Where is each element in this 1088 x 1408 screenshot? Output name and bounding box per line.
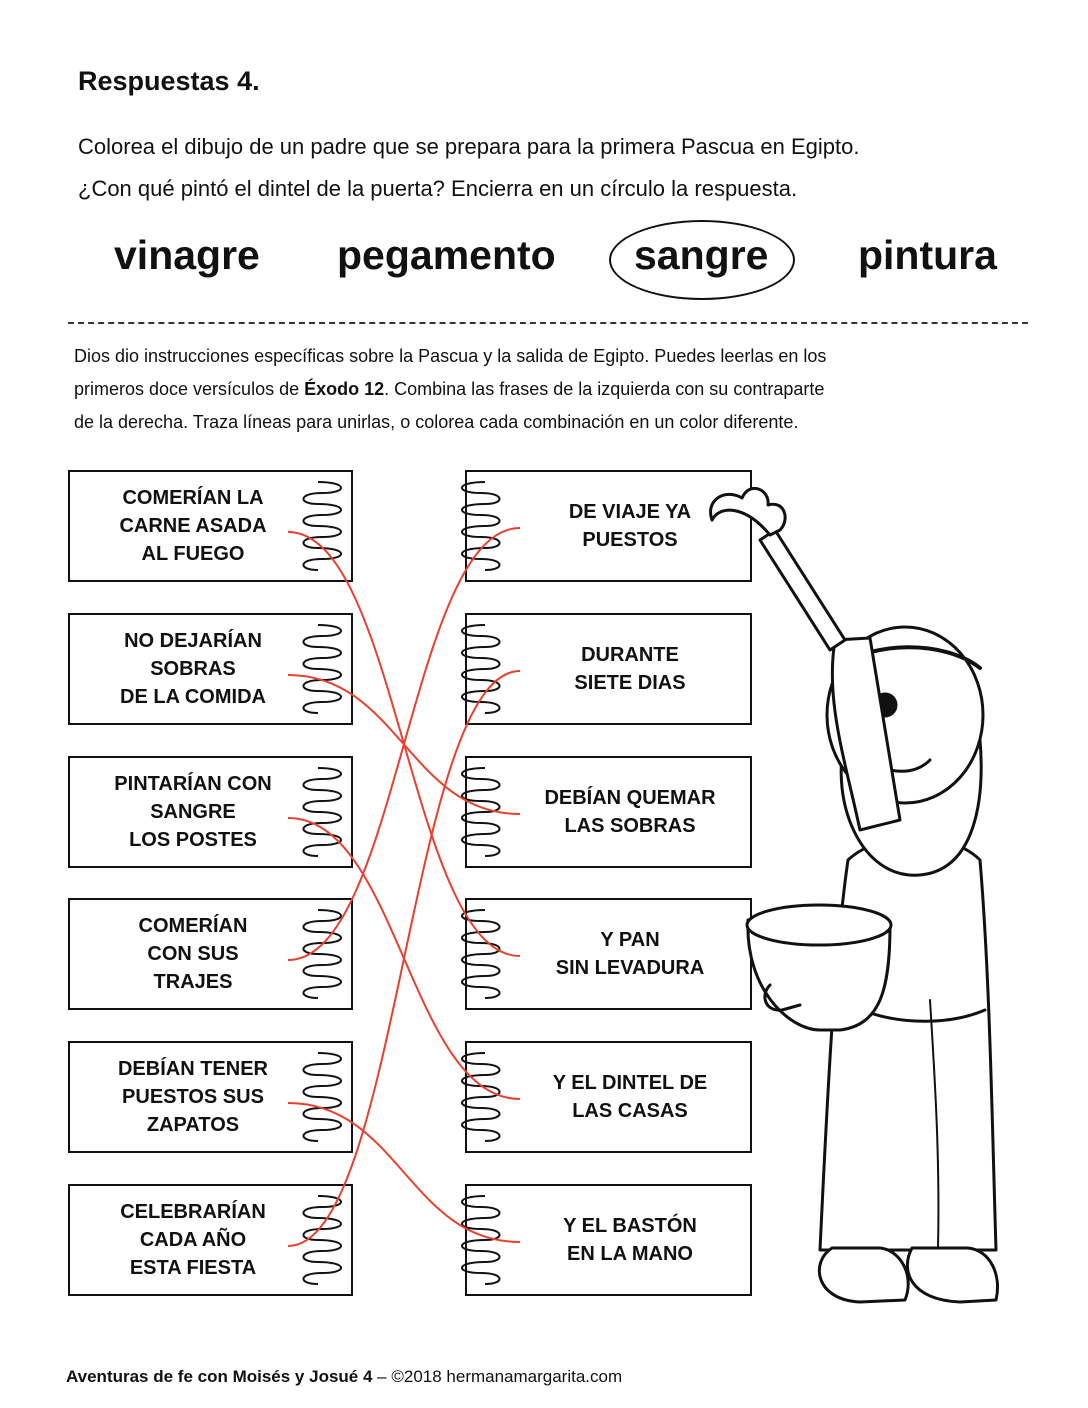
right-phrase-box[interactable] xyxy=(465,613,752,725)
left-phrase-box[interactable] xyxy=(68,613,353,725)
scripture-reference: Éxodo 12 xyxy=(304,379,385,399)
answer-choice-pegamento[interactable]: pegamento xyxy=(337,232,556,278)
answer-choice-vinagre[interactable]: vinagre xyxy=(114,232,260,278)
footer-copyright: – ©2018 hermanamargarita.com xyxy=(372,1367,623,1386)
right-phrase-box[interactable] xyxy=(465,1184,752,1296)
father-painting-illustration xyxy=(711,488,998,1302)
answer-choice-pintura[interactable]: pintura xyxy=(858,232,997,278)
left-phrase-text: PINTARÍAN CON SANGRE LOS POSTES xyxy=(114,773,272,851)
page-title: Respuestas 4. xyxy=(78,66,260,96)
left-phrase-text: COMERÍAN CON SUS TRAJES xyxy=(138,915,248,993)
beard xyxy=(841,740,981,875)
hand xyxy=(765,985,800,1010)
right-phrase-text: DEBÍAN QUEMAR LAS SOBRAS xyxy=(544,787,716,837)
coloring-instruction: Colorea el dibujo de un padre que se prepara para la primera Pascua en Egipto. xyxy=(78,134,860,159)
matching-instructions-line-2 xyxy=(74,379,824,400)
right-sandal xyxy=(907,1248,997,1302)
matching-instructions-line-3: de la derecha. Traza líneas para unirlas, o colorea cada combinación en un color diferente. xyxy=(74,412,799,432)
left-phrase-box[interactable] xyxy=(68,898,353,1010)
left-sandal xyxy=(819,1248,908,1302)
right-phrase-text: Y EL BASTÓN EN LA MANO xyxy=(563,1215,697,1265)
bowl xyxy=(748,920,890,1030)
footer-credit xyxy=(66,1367,622,1387)
left-phrase-text: DEBÍAN TENER PUESTOS SUS ZAPATOS xyxy=(117,1058,268,1136)
robe-shape xyxy=(820,838,996,1251)
question-instruction: ¿Con qué pintó el dintel de la puerta? Encierra en un círculo la respuesta. xyxy=(78,176,798,201)
footer-book-title: Aventuras de fe con Moisés y Josué 4 xyxy=(66,1367,373,1386)
matching-instructions-text: primeros doce versículos de xyxy=(74,379,305,399)
left-phrase-box[interactable] xyxy=(68,1041,353,1153)
right-phrase-text: Y EL DINTEL DE LAS CASAS xyxy=(552,1072,708,1122)
right-phrase-box[interactable] xyxy=(465,1041,752,1153)
right-phrase-text: Y PAN SIN LEVADURA xyxy=(555,929,705,979)
bowl-rim xyxy=(747,905,891,945)
raised-arm xyxy=(832,638,900,830)
left-phrase-text: COMERÍAN LA CARNE ASADA AL FUEGO xyxy=(119,487,267,565)
right-phrase-text: DURANTE SIETE DIAS xyxy=(574,644,686,694)
left-phrase-text: NO DEJARÍAN SOBRAS DE LA COMIDA xyxy=(120,630,266,708)
match-line xyxy=(288,532,520,956)
match-line xyxy=(288,528,520,960)
dashed-divider xyxy=(68,322,1028,324)
matching-instructions-text: . Combina las frases de la izquierda con su contraparte xyxy=(384,379,825,399)
left-phrase-box[interactable] xyxy=(68,756,353,868)
smile xyxy=(870,760,930,771)
torn-edge-squiggles xyxy=(303,482,499,1284)
right-phrase-box[interactable] xyxy=(465,756,752,868)
belt xyxy=(862,1010,985,1021)
brush-handle xyxy=(760,530,845,650)
right-phrase-box[interactable] xyxy=(465,898,752,1010)
eye xyxy=(874,694,896,716)
left-phrase-box[interactable] xyxy=(68,1184,353,1296)
right-phrase-text: DE VIAJE YA PUESTOS xyxy=(568,501,692,551)
right-phrase-box[interactable] xyxy=(465,470,752,582)
head xyxy=(827,627,983,803)
answer-choice-sangre[interactable]: sangre xyxy=(634,232,769,278)
left-phrase-text: CELEBRARÍAN CADA AÑO ESTA FIESTA xyxy=(120,1201,266,1279)
left-phrase-box[interactable] xyxy=(68,470,353,582)
headband xyxy=(835,647,980,670)
robe-fold xyxy=(930,1000,938,1248)
matching-instructions-line-1: Dios dio instrucciones específicas sobre la Pascua y la salida de Egipto. Puedes leerlas en los xyxy=(74,346,827,366)
